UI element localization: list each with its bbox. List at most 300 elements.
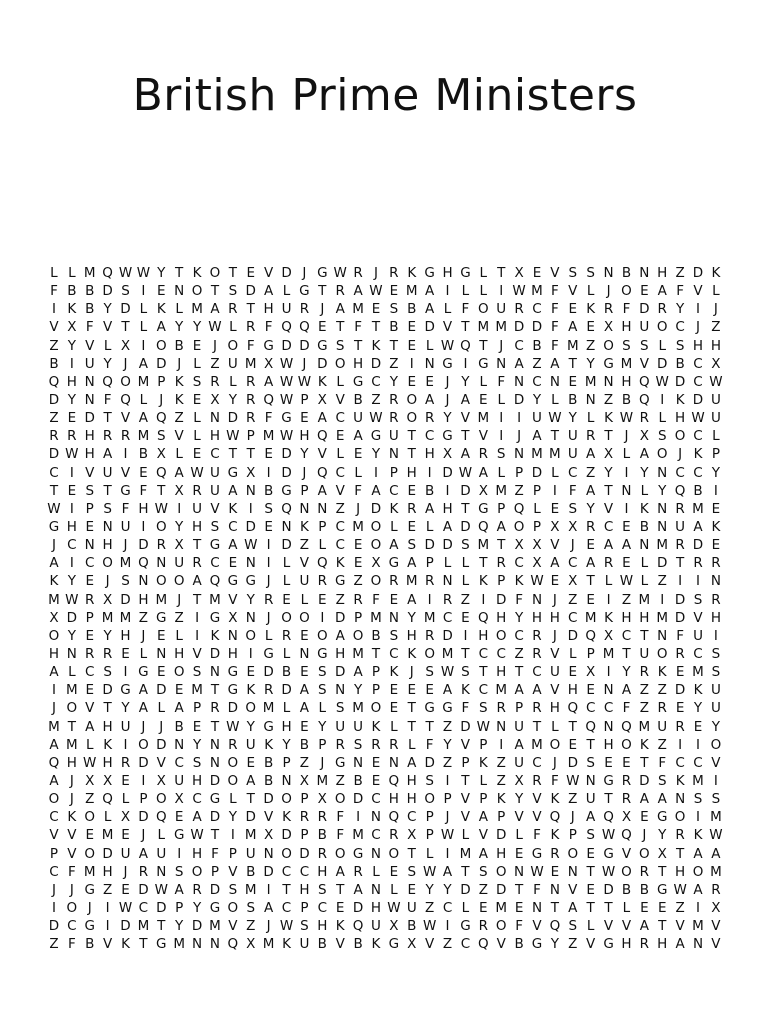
grid-cell[interactable]: M [423,609,436,626]
grid-cell[interactable]: Y [443,881,452,898]
grid-cell[interactable]: U [710,682,721,699]
grid-cell[interactable]: E [407,319,417,336]
grid-cell[interactable]: S [711,791,721,808]
grid-cell[interactable]: Z [675,265,685,282]
grid-cell[interactable]: D [245,809,256,826]
grid-cell[interactable]: N [603,373,614,390]
grid-cell[interactable]: U [227,355,238,372]
grid-cell[interactable]: S [353,736,363,753]
grid-cell[interactable]: C [514,337,524,354]
grid-cell[interactable]: G [245,573,256,590]
grid-cell[interactable]: S [586,754,595,771]
grid-cell[interactable]: M [352,301,364,318]
grid-cell[interactable]: N [585,392,596,409]
grid-cell[interactable]: K [49,573,59,590]
grid-cell[interactable]: E [282,591,291,608]
grid-cell[interactable]: Y [67,573,76,590]
grid-cell[interactable]: P [532,519,542,536]
grid-cell[interactable]: T [67,718,76,735]
grid-cell[interactable]: H [209,428,221,445]
grid-cell[interactable]: F [246,337,255,354]
grid-cell[interactable]: U [532,410,542,427]
grid-cell[interactable]: A [156,319,166,336]
grid-cell[interactable]: M [119,609,132,626]
grid-cell[interactable]: A [478,809,488,826]
grid-cell[interactable]: E [318,591,327,608]
grid-cell[interactable]: R [389,392,399,409]
grid-cell[interactable]: N [603,265,614,282]
grid-cell[interactable]: M [692,664,704,681]
grid-cell[interactable]: U [120,519,131,536]
grid-cell[interactable]: J [373,265,378,282]
grid-cell[interactable]: T [675,555,685,572]
grid-cell[interactable]: R [532,627,542,644]
grid-cell[interactable]: K [371,936,381,953]
grid-cell[interactable]: V [85,464,95,481]
grid-cell[interactable]: E [157,664,166,681]
grid-cell[interactable]: E [264,446,273,463]
grid-cell[interactable]: C [335,410,345,427]
grid-cell[interactable]: C [532,754,542,771]
grid-cell[interactable]: I [713,773,718,789]
grid-cell[interactable]: X [603,319,614,336]
grid-cell[interactable]: F [658,754,667,771]
grid-cell[interactable]: N [299,646,310,663]
grid-cell[interactable]: F [461,700,470,717]
grid-cell[interactable]: T [49,482,59,499]
grid-cell[interactable]: L [85,736,94,753]
grid-cell[interactable]: O [120,373,131,390]
grid-cell[interactable]: T [586,863,595,880]
grid-cell[interactable]: R [675,827,685,844]
grid-cell[interactable]: K [604,410,613,427]
grid-cell[interactable]: I [195,609,200,626]
grid-cell[interactable]: E [85,627,94,644]
grid-cell[interactable]: D [48,392,60,409]
grid-cell[interactable]: D [424,319,435,336]
grid-cell[interactable]: D [567,754,578,771]
grid-cell[interactable]: Z [389,355,399,372]
grid-cell[interactable]: D [657,355,668,372]
grid-cell[interactable]: M [495,682,508,699]
grid-cell[interactable]: R [621,791,632,808]
grid-cell[interactable]: W [190,464,204,481]
grid-cell[interactable]: E [389,591,399,608]
grid-cell[interactable]: V [568,881,578,898]
grid-cell[interactable]: C [460,936,471,953]
grid-cell[interactable]: C [335,464,345,481]
grid-cell[interactable]: D [370,355,382,372]
grid-cell[interactable]: A [568,319,578,336]
grid-cell[interactable]: A [335,863,345,880]
grid-cell[interactable]: N [209,936,221,953]
grid-cell[interactable]: Z [299,537,310,554]
grid-cell[interactable]: R [389,265,399,282]
grid-cell[interactable]: R [102,646,113,663]
grid-cell[interactable]: G [227,682,239,699]
grid-cell[interactable]: O [334,791,346,808]
grid-cell[interactable]: E [640,809,649,826]
grid-cell[interactable]: O [227,899,239,916]
grid-cell[interactable]: B [621,265,632,282]
grid-cell[interactable]: S [479,700,488,717]
grid-cell[interactable]: M [710,863,722,880]
grid-cell[interactable]: D [227,410,239,427]
grid-cell[interactable]: A [299,700,310,717]
grid-cell[interactable]: C [174,754,184,771]
grid-cell[interactable]: I [624,500,629,517]
grid-cell[interactable]: D [460,881,471,898]
grid-cell[interactable]: V [120,410,131,427]
grid-cell[interactable]: A [586,555,596,572]
grid-cell[interactable]: P [300,482,309,499]
grid-cell[interactable]: L [497,392,505,409]
grid-cell[interactable]: B [407,301,417,318]
grid-cell[interactable]: S [479,863,488,880]
grid-cell[interactable]: D [281,537,292,554]
grid-cell[interactable]: E [335,428,345,445]
grid-cell[interactable]: X [102,591,113,608]
grid-cell[interactable]: D [120,918,131,935]
grid-cell[interactable]: F [67,936,76,953]
grid-cell[interactable]: F [336,827,345,844]
grid-cell[interactable]: F [676,627,684,644]
grid-cell[interactable]: Q [567,700,579,717]
grid-cell[interactable]: N [514,863,525,880]
grid-cell[interactable]: X [120,809,131,826]
grid-cell[interactable]: I [105,918,110,935]
grid-cell[interactable]: A [407,754,417,771]
grid-cell[interactable]: V [192,646,202,663]
grid-cell[interactable]: Z [496,754,506,771]
grid-cell[interactable]: A [210,301,220,318]
grid-cell[interactable]: Y [586,500,595,517]
grid-cell[interactable]: C [675,464,685,481]
grid-cell[interactable]: X [711,899,721,916]
grid-cell[interactable]: T [318,283,327,300]
grid-cell[interactable]: P [246,428,255,445]
grid-cell[interactable]: V [693,283,703,300]
grid-cell[interactable]: Q [299,319,310,336]
grid-cell[interactable]: O [245,627,257,644]
grid-cell[interactable]: Q [478,519,489,536]
grid-cell[interactable]: E [300,664,309,681]
grid-cell[interactable]: T [461,646,470,663]
grid-cell[interactable]: M [477,410,490,427]
grid-cell[interactable]: U [693,627,703,644]
grid-cell[interactable]: P [318,519,327,536]
grid-cell[interactable]: H [675,410,686,427]
grid-cell[interactable]: A [317,410,327,427]
grid-cell[interactable]: G [603,845,614,862]
grid-cell[interactable]: O [155,337,167,354]
grid-cell[interactable]: E [550,573,560,590]
grid-cell[interactable]: S [407,537,417,554]
grid-cell[interactable]: B [138,446,149,463]
grid-cell[interactable]: R [192,555,202,572]
grid-cell[interactable]: V [156,754,166,771]
grid-cell[interactable]: T [461,863,470,880]
grid-cell[interactable]: A [138,700,149,717]
grid-cell[interactable]: A [264,373,274,390]
grid-cell[interactable]: Z [138,609,149,626]
grid-cell[interactable]: F [85,319,94,336]
grid-cell[interactable]: U [120,845,131,862]
grid-cell[interactable]: T [461,428,470,445]
grid-cell[interactable]: L [229,373,237,390]
grid-cell[interactable]: C [335,519,345,536]
grid-cell[interactable]: N [156,555,167,572]
grid-cell[interactable]: T [353,337,363,354]
grid-cell[interactable]: N [531,591,543,608]
grid-cell[interactable]: K [693,682,703,699]
grid-cell[interactable]: G [388,936,400,953]
grid-cell[interactable]: V [460,791,471,808]
grid-cell[interactable]: B [353,392,363,409]
grid-cell[interactable]: N [514,446,525,463]
grid-cell[interactable]: P [425,809,434,826]
grid-cell[interactable]: U [514,754,525,771]
grid-cell[interactable]: D [603,881,614,898]
grid-cell[interactable]: Q [138,555,149,572]
grid-cell[interactable]: A [299,682,310,699]
grid-cell[interactable]: I [51,899,56,916]
grid-cell[interactable]: F [551,283,559,300]
grid-cell[interactable]: T [228,446,237,463]
grid-cell[interactable]: I [141,337,146,354]
grid-cell[interactable]: Y [175,918,184,935]
grid-cell[interactable]: B [85,301,95,318]
grid-cell[interactable]: D [156,355,167,372]
grid-cell[interactable]: K [514,573,524,590]
grid-cell[interactable]: A [693,519,703,536]
grid-cell[interactable]: S [210,519,220,536]
grid-cell[interactable]: S [300,918,309,935]
grid-cell[interactable]: A [138,410,149,427]
grid-cell[interactable]: C [568,555,578,572]
grid-cell[interactable]: M [316,773,329,789]
grid-cell[interactable]: U [84,355,95,372]
grid-cell[interactable]: S [103,664,112,681]
grid-cell[interactable]: L [586,410,595,427]
grid-cell[interactable]: J [141,827,146,844]
grid-cell[interactable]: Z [299,754,310,771]
grid-cell[interactable]: Q [263,392,274,409]
grid-cell[interactable]: T [103,700,112,717]
grid-cell[interactable]: L [497,464,505,481]
grid-cell[interactable]: S [640,337,649,354]
grid-cell[interactable]: N [370,809,382,826]
grid-cell[interactable]: F [551,301,559,318]
grid-cell[interactable]: N [603,718,614,735]
grid-cell[interactable]: R [639,863,650,880]
grid-cell[interactable]: C [532,664,542,681]
grid-cell[interactable]: K [639,736,649,753]
grid-cell[interactable]: J [141,718,146,735]
grid-cell[interactable]: A [639,918,649,935]
grid-cell[interactable]: G [442,428,453,445]
grid-cell[interactable]: G [156,936,167,953]
grid-cell[interactable]: M [620,355,633,372]
grid-cell[interactable]: J [552,754,557,771]
grid-cell[interactable]: S [121,283,130,300]
grid-cell[interactable]: J [696,319,700,336]
grid-cell[interactable]: R [657,301,667,318]
grid-cell[interactable]: O [495,863,507,880]
grid-cell[interactable]: E [389,700,399,717]
grid-cell[interactable]: T [407,718,416,735]
grid-cell[interactable]: T [389,337,398,354]
grid-cell[interactable]: G [281,482,292,499]
grid-cell[interactable]: M [370,609,382,626]
grid-cell[interactable]: C [389,646,399,663]
grid-cell[interactable]: A [693,881,703,898]
grid-cell[interactable]: M [262,936,275,953]
grid-cell[interactable]: M [244,827,257,844]
grid-cell[interactable]: K [335,555,345,572]
grid-cell[interactable]: W [440,827,455,844]
grid-cell[interactable]: M [119,555,132,572]
grid-cell[interactable]: L [282,700,291,717]
grid-cell[interactable]: N [388,609,399,626]
grid-cell[interactable]: Z [532,355,542,372]
grid-cell[interactable]: C [228,519,238,536]
grid-cell[interactable]: J [123,537,128,554]
grid-cell[interactable]: A [353,283,363,300]
grid-cell[interactable]: N [281,519,292,536]
grid-cell[interactable]: J [642,827,647,844]
grid-cell[interactable]: P [568,827,577,844]
grid-cell[interactable]: M [441,646,454,663]
grid-cell[interactable]: S [568,918,578,935]
grid-cell[interactable]: P [371,682,381,699]
grid-cell[interactable]: A [138,845,149,862]
grid-cell[interactable]: L [425,845,434,862]
grid-cell[interactable]: U [156,845,167,862]
grid-cell[interactable]: E [353,537,363,554]
grid-cell[interactable]: D [245,519,256,536]
grid-cell[interactable]: T [532,718,542,735]
grid-cell[interactable]: C [675,754,685,771]
grid-cell[interactable]: K [228,500,238,517]
grid-cell[interactable]: J [51,881,56,898]
grid-cell[interactable]: B [67,283,77,300]
grid-cell[interactable]: O [674,428,686,445]
grid-cell[interactable]: T [658,863,667,880]
grid-cell[interactable]: N [675,791,686,808]
grid-cell[interactable]: L [193,355,201,372]
grid-cell[interactable]: H [335,646,346,663]
grid-cell[interactable]: K [371,718,381,735]
grid-cell[interactable]: D [281,446,292,463]
grid-cell[interactable]: W [297,373,312,390]
grid-cell[interactable]: E [461,609,470,626]
grid-cell[interactable]: L [300,591,309,608]
grid-cell[interactable]: L [372,863,380,880]
grid-cell[interactable]: M [66,736,78,753]
grid-cell[interactable]: A [514,682,524,699]
grid-cell[interactable]: Z [496,773,506,789]
grid-cell[interactable]: D [156,899,167,916]
grid-cell[interactable]: V [639,355,649,372]
grid-cell[interactable]: J [266,573,271,590]
grid-cell[interactable]: C [335,537,345,554]
grid-cell[interactable]: E [675,664,685,681]
grid-cell[interactable]: L [139,319,148,336]
grid-cell[interactable]: P [497,809,506,826]
grid-cell[interactable]: D [48,918,60,935]
grid-cell[interactable]: H [621,609,632,626]
grid-cell[interactable]: M [191,301,203,318]
grid-cell[interactable]: V [496,936,506,953]
grid-cell[interactable]: F [551,319,559,336]
grid-cell[interactable]: K [67,301,77,318]
grid-cell[interactable]: F [515,918,523,935]
grid-cell[interactable]: G [370,428,382,445]
grid-cell[interactable]: T [604,428,613,445]
grid-cell[interactable]: J [266,609,271,626]
grid-cell[interactable]: E [586,682,595,699]
grid-cell[interactable]: Z [514,646,524,663]
grid-cell[interactable]: Z [460,591,471,608]
grid-cell[interactable]: R [532,646,542,663]
grid-cell[interactable]: V [210,500,220,517]
grid-cell[interactable]: D [674,373,686,390]
grid-cell[interactable]: O [227,773,239,789]
grid-cell[interactable]: R [156,537,166,554]
grid-cell[interactable]: W [422,863,437,880]
grid-cell[interactable]: Z [335,591,345,608]
grid-cell[interactable]: D [334,664,346,681]
grid-cell[interactable]: E [335,899,345,916]
grid-cell[interactable]: U [496,301,507,318]
grid-cell[interactable]: P [389,464,398,481]
grid-cell[interactable]: G [478,355,489,372]
grid-cell[interactable]: K [550,827,560,844]
grid-cell[interactable]: H [388,791,399,808]
grid-cell[interactable]: O [424,646,435,663]
grid-cell[interactable]: O [281,845,292,862]
grid-cell[interactable]: K [174,392,184,409]
grid-cell[interactable]: Y [604,464,613,481]
grid-cell[interactable]: G [656,881,668,898]
grid-cell[interactable]: X [586,664,596,681]
grid-cell[interactable]: L [157,827,166,844]
grid-cell[interactable]: Z [246,918,256,935]
grid-cell[interactable]: X [407,827,417,844]
grid-cell[interactable]: R [192,482,202,499]
grid-cell[interactable]: T [371,646,381,663]
grid-cell[interactable]: G [84,918,95,935]
grid-cell[interactable]: H [102,537,113,554]
grid-cell[interactable]: Z [657,573,667,590]
grid-cell[interactable]: W [691,410,705,427]
grid-cell[interactable]: H [138,591,149,608]
grid-cell[interactable]: P [192,700,202,717]
grid-cell[interactable]: M [137,428,150,445]
grid-cell[interactable]: E [425,682,434,699]
grid-cell[interactable]: T [103,482,112,499]
grid-cell[interactable]: T [210,718,220,735]
grid-cell[interactable]: V [550,537,560,554]
grid-cell[interactable]: H [191,773,203,789]
grid-cell[interactable]: H [603,736,614,753]
grid-cell[interactable]: L [640,482,649,499]
grid-cell[interactable]: I [445,918,450,935]
grid-cell[interactable]: U [371,918,381,935]
grid-cell[interactable]: O [155,573,167,590]
grid-cell[interactable]: M [584,373,597,390]
